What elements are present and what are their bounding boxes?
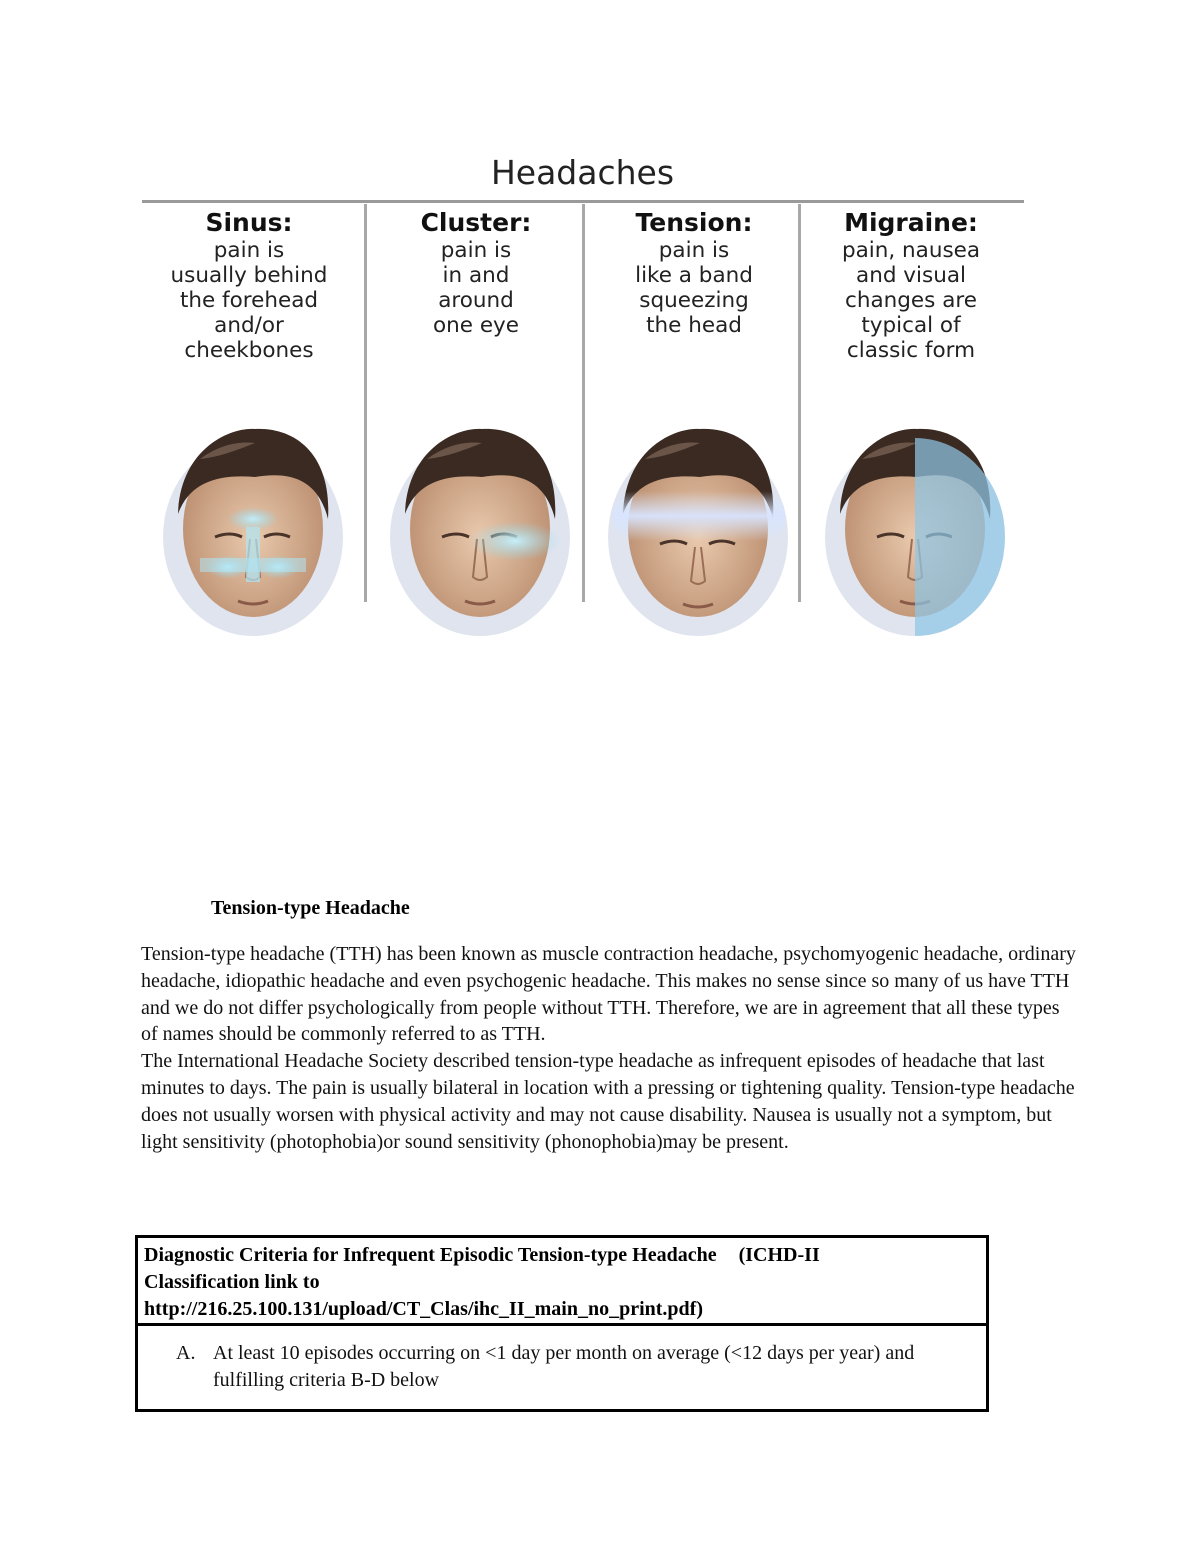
criteria-item-text: At least 10 episodes occurring on <1 day per month on average (<12 days per year) and fulfilling criteria B-D below xyxy=(213,1342,915,1391)
head-illustration-migraine xyxy=(822,419,1008,637)
panel-sinus xyxy=(140,204,358,602)
panel-description: pain, nausea and visual changes are typical of classic form xyxy=(841,238,981,363)
head-illustration-tension xyxy=(605,419,791,637)
panel-cluster xyxy=(367,204,585,602)
panel-name: Tension: xyxy=(635,208,753,237)
panel-description: pain is like a band squeezing the head xyxy=(635,238,753,338)
criteria-body xyxy=(138,1326,986,1394)
panel-tension xyxy=(585,204,803,602)
paragraph: Tension-type headache (TTH) has been known as muscle contraction headache, psychomyogenic headache, ordinary headache, idiopathic headache and even psychogenic headache. This makes no sense since so many of us have TTH and we do not differ psychologically from people without TTH. Therefore, we are in agreement that all these types of names should be commonly referred to as TTH. xyxy=(141,943,1076,1046)
figure-title-rule xyxy=(142,200,1024,203)
head-illustration-cluster xyxy=(387,419,573,637)
panel-migraine xyxy=(802,204,1020,602)
criteria-header xyxy=(138,1238,986,1326)
panel-name: Migraine: xyxy=(844,208,978,237)
criteria-reference: (ICHD-II xyxy=(738,1244,820,1266)
criteria-title: Diagnostic Criteria for Infrequent Episodic Tension-type Headache xyxy=(144,1244,717,1266)
paragraph: The International Headache Society described tension-type headache as infrequent episodes of headache that last minutes to days. The pain is usually bilateral in location with a pressing or tightening quality. Tension-type headache does not usually worsen with physical activity and may not cause disability. Nausea is usually not a symptom, but light sensitivity (photophobia)or sound sensitivity (phonophobia)may be present. xyxy=(141,1050,1075,1153)
headache-types-figure xyxy=(140,150,1025,620)
section-body xyxy=(141,941,1076,1155)
head-illustration-sinus xyxy=(160,419,346,637)
section-heading: Tension-type Headache xyxy=(211,897,410,919)
diagnostic-criteria-table xyxy=(135,1235,989,1412)
panel-description: pain is in and around one eye xyxy=(432,238,520,338)
panel-name: Sinus: xyxy=(205,208,293,237)
criteria-reference-line: Classification link to xyxy=(144,1271,320,1293)
criteria-item xyxy=(138,1340,986,1394)
panel-name: Cluster: xyxy=(420,208,532,237)
figure-title: Headaches xyxy=(490,153,675,192)
criteria-item-letter: A. xyxy=(176,1342,196,1364)
panel-description: pain is usually behind the forehead and/or cheekbones xyxy=(170,238,328,363)
classification-link[interactable]: http://216.25.100.131/upload/CT_Clas/ihc_II_main_no_print.pdf) xyxy=(144,1298,703,1320)
